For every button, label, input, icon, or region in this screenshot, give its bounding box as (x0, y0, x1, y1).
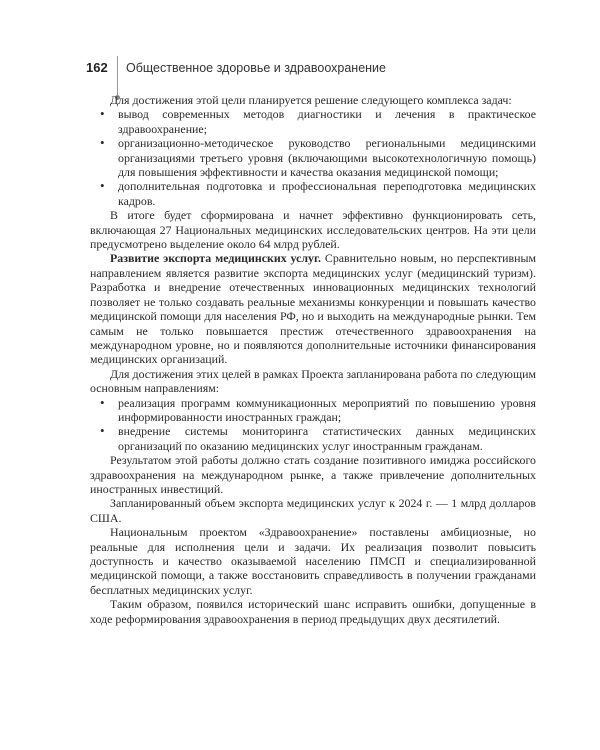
directions-list (90, 396, 536, 454)
running-title: Общественное здоровье и здравоохранение (126, 61, 386, 75)
list-item: • внедрение системы мониторинга статистических данных медицинских организаций по оказанию медицинских услуг иностранным гражданам. (90, 424, 536, 453)
page-body (90, 93, 536, 626)
list-item: • организационно-методическое руководство региональными медицинскими организациями третьего уровня (включающими высокотехнологичную помощь) для повышения эффективности и качества оказания медицинской помощи; (90, 136, 536, 179)
export-paragraph (90, 251, 536, 366)
conclusion-paragraph: Таким образом, появился исторический шанс исправить ошибки, допущенные в ходе реформирования здравоохранения в период предыдущих двух десятилетий. (90, 597, 536, 626)
result-paragraph: Результатом этой работы должно стать создание позитивного имиджа российского здравоохранения на международном рынке, а также привлечение дополнительных иностранных инвестиций. (90, 453, 536, 496)
volume-paragraph: Запланированный объем экспорта медицинских услуг к 2024 г. — 1 млрд долларов США. (90, 496, 536, 525)
national-project-paragraph: Национальным проектом «Здравоохранение» поставлены амбициозные, но реальные для исполнения цели и задачи. Их реализация позволит повысить доступность и качество оказываемой населению ПМСП и специализированной медицинской помощи, а также восстановить справедливость в получении гражданами бесплатных медицинских услуг. (90, 525, 536, 597)
tasks-list (90, 107, 536, 208)
directions-intro: Для достижения этих целей в рамках Проекта запланирована работа по следующим основным направлениям: (90, 366, 536, 396)
export-text: Сравнительно новым, но перспективным направлением является развитие экспорта медицинских услуг (медицинский туризм). Разработка и внедрение отечественных инновационных медицинских технологий позволяет не только создавать реальные механизмы конкуренции и повышать качество медицинской помощи для населения РФ, но и выходить на международные рынки. Тем самым не только повышается престиж отечественного здравоохранения на международном уровне, но и появляются дополнительные источники финансирования медицинских организаций. (90, 251, 536, 367)
network-paragraph: В итоге будет сформирована и начнет эффективно функционировать сеть, включающая 27 Национальных медицинских исследовательских центров. На эти цели предусмотрено выделение около 64 млрд рублей. (90, 208, 536, 252)
intro-paragraph: Для достижения этой цели планируется решение следующего комплекса задач: (110, 93, 512, 107)
page-number: 162 (86, 60, 108, 75)
list-item: • вывод современных методов диагностики и лечения в практическое здравоохранение; (90, 107, 536, 136)
list-item: • реализация программ коммуникационных мероприятий по повышению уровня информированности иностранных граждан; (90, 396, 536, 425)
export-heading: Развитие экспорта медицинских услуг. (110, 251, 322, 266)
page-header (86, 58, 556, 78)
list-item: • дополнительная подготовка и профессиональная переподготовка медицинских кадров. (90, 179, 536, 208)
header-divider (117, 56, 118, 96)
